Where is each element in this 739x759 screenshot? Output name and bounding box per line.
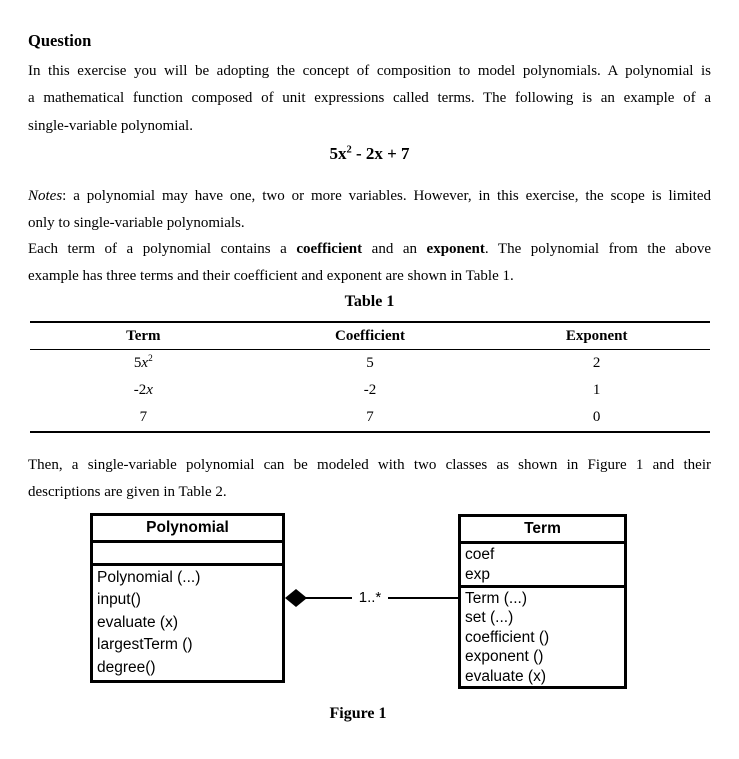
uml-attributes-empty	[93, 543, 282, 566]
table-row	[30, 350, 710, 377]
table-cell-term: -2x	[133, 382, 153, 398]
uml-method: input()	[97, 591, 141, 609]
question-heading: Question	[28, 31, 92, 50]
uml-method: evaluate (x)	[97, 613, 178, 631]
uml-methods	[93, 566, 282, 679]
notes-paragraph	[28, 183, 711, 238]
uml-attributes	[461, 544, 624, 588]
uml-class-polynomial	[90, 513, 285, 683]
uml-method: Term (...)	[465, 590, 527, 607]
polynomial-formula: $5x^2 - 2x + 7$	[329, 144, 410, 163]
paragraph-line: descriptions are given in Table 2.	[28, 484, 227, 501]
table-cell-exponent: 0	[592, 409, 601, 425]
intro-paragraph	[28, 58, 711, 140]
paragraph-line: a mathematical function composed of unit expressions called terms. The following is an example of a	[28, 90, 711, 107]
table1-header-term: Term	[126, 327, 161, 344]
paragraph-line: Notes: a polynomial may have one, two or more variables. However, in this exercise, the scope is limited	[28, 188, 711, 204]
uml-method: coefficient ()	[465, 628, 550, 646]
table-cell-coefficient: 7	[366, 409, 374, 425]
table1	[30, 321, 710, 433]
table-cell-exponent: 1	[592, 382, 601, 398]
uml-class-term	[458, 514, 627, 689]
composition-diamond-icon	[285, 589, 307, 607]
terms-paragraph	[28, 236, 711, 291]
table1-header-row	[30, 323, 710, 350]
table-row	[30, 377, 710, 404]
table-cell-exponent: 2	[592, 355, 601, 371]
uml-attribute: exp	[465, 565, 490, 583]
table-cell-term: 7	[139, 409, 148, 425]
uml-attribute: coef	[465, 546, 495, 563]
multiplicity-label: 1..*	[352, 589, 388, 607]
uml-method: exponent ()	[465, 648, 544, 666]
paragraph-line: In this exercise you will be adopting the concept of composition to model polynomials. A polynomial is	[28, 63, 711, 79]
uml-method: degree()	[97, 658, 156, 676]
uml-class-title: Term	[461, 517, 624, 544]
table-cell-coefficient: 5	[366, 355, 374, 371]
uml-method: set (...)	[465, 609, 514, 627]
uml-method: evaluate (x)	[465, 667, 546, 685]
paragraph-line: example has three terms and their coefficient and exponent are shown in Table 1.	[28, 268, 514, 285]
table-row	[30, 404, 710, 431]
uml-methods	[461, 588, 624, 686]
figure1-caption: Figure 1	[329, 705, 387, 722]
then-paragraph	[28, 452, 711, 507]
table-cell-coefficient: -2	[363, 382, 377, 398]
paragraph-line: Then, a single-variable polynomial can be modeled with two classes as shown in Figure 1 and their	[28, 457, 711, 473]
table1-caption: Table 1	[344, 293, 395, 310]
uml-method: largestTerm ()	[97, 636, 193, 654]
paragraph-line: only to single-variable polynomials.	[28, 215, 245, 232]
table1-header-exponent: Exponent	[565, 327, 628, 344]
uml-method: Polynomial (...)	[97, 569, 201, 586]
paragraph-line: single-variable polynomial.	[28, 117, 193, 134]
table-cell-term: $5x^2$	[133, 354, 153, 371]
uml-class-title: Polynomial	[93, 516, 282, 543]
paragraph-line: Each term of a polynomial contains a coefficient and an exponent. The polynomial from the above	[28, 241, 711, 257]
table1-header-coefficient: Coefficient	[335, 327, 405, 344]
